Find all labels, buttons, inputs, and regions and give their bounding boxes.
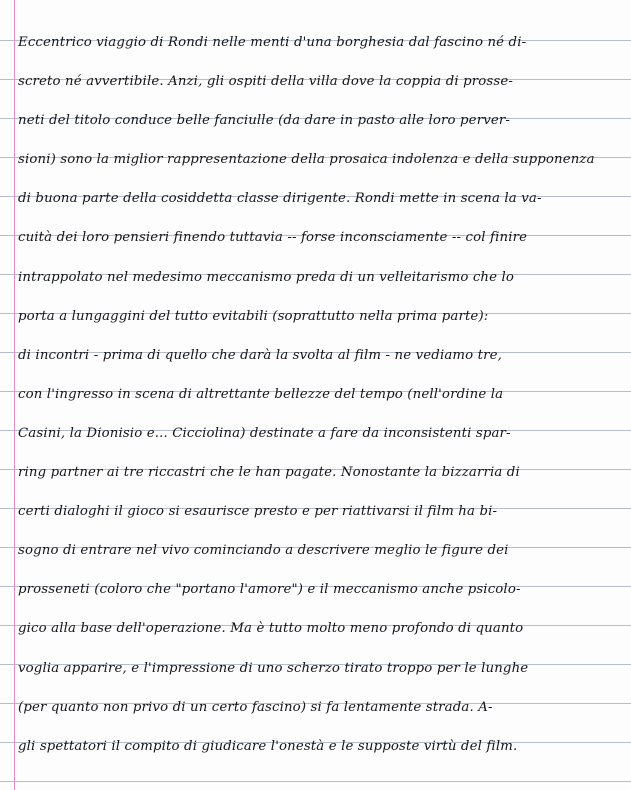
text-line-13: certi dialoghi il gioco si esaurisce presto e per riattivarsi il film ha bi-	[18, 504, 498, 520]
text-line-17: voglia apparire, e l'impressione di uno scherzo tirato troppo per le lunghe	[18, 660, 529, 676]
margin-line	[14, 0, 15, 790]
handwritten-text	[18, 23, 629, 766]
text-line-15: prosseneti (coloro che "portano l'amore") e il meccanismo anche psicolo-	[18, 582, 521, 598]
text-line-18: (per quanto non privo di un certo fascino) si fa lentamente strada. A-	[18, 699, 493, 715]
text-line-19: gli spettatori il compito di giudicare l'onestà e le supposte virtù del film.	[18, 738, 518, 754]
text-line-10: con l'ingresso in scena di altrettante bellezze del tempo (nell'ordine la	[18, 386, 504, 402]
text-line-9: di incontri - prima di quello che darà la svolta al film - ne vediamo tre,	[18, 347, 503, 363]
text-line-3: neti del titolo conduce belle fanciulle (da dare in pasto alle loro perver-	[18, 113, 510, 129]
text-line-11: Casini, la Dionisio e... Cicciolina) destinate a fare da inconsistenti spar-	[18, 425, 511, 441]
text-line-16: gico alla base dell'operazione. Ma è tutto molto meno profondo di quanto	[18, 621, 524, 637]
text-line-2: screto né avvertibile. Anzi, gli ospiti della villa dove la coppia di prosse-	[18, 74, 514, 90]
text-line-5: di buona parte della cosiddetta classe dirigente. Rondi mette in scena la va-	[18, 191, 542, 207]
text-line-12: ring partner ai tre riccastri che le han pagate. Nonostante la bizzarria di	[18, 465, 520, 481]
text-line-1: Eccentrico viaggio di Rondi nelle menti d'una borghesia dal fascino né di-	[18, 35, 527, 50]
text-line-4: sioni) sono la miglior rappresentazione della prosaica indolenza e della supponenza	[18, 152, 595, 168]
text-line-14: sogno di entrare nel vivo cominciando a descrivere meglio le figure dei	[18, 543, 509, 559]
text-line-7: intrappolato nel medesimo meccanismo preda di un velleitarismo che lo	[18, 269, 515, 285]
text-line-6: cuità dei loro pensieri finendo tuttavia -- forse inconsciamente -- col finire	[18, 230, 528, 246]
text-line-8: porta a lungaggini del tutto evitabili (soprattutto nella prima parte):	[18, 308, 489, 324]
